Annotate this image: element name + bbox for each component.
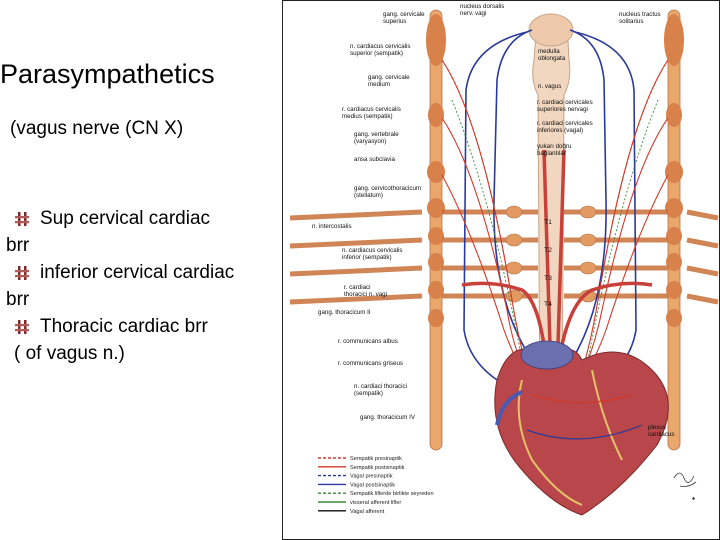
label-nucleus-dorsalis-2: nerv. vagi (460, 10, 487, 17)
legend-label: Sempatik liflerde birlikte seyreden (350, 491, 434, 498)
bullet-list (6, 205, 288, 367)
label-n-cardiacus-sup: n. cardiacus cervicalis (350, 43, 411, 50)
label-gang-cervicale-medium-2: medium (368, 81, 391, 88)
heart (495, 341, 669, 515)
legend-label: Sempatik postsinaptik (350, 464, 405, 471)
label-gang-vertebrale: gang. vertebrale (354, 131, 399, 138)
legend (318, 456, 434, 515)
label-yukari-2: bağlantılar (537, 150, 566, 157)
bullet-item (6, 205, 288, 232)
label-medulla: medulla (538, 48, 560, 55)
legend-label: Sempatik presinaptik (350, 456, 402, 462)
slide-subtitle: (vagus nerve (CN X) (10, 118, 184, 139)
label-r-cardiaci-inf-2: inferiores (vagal) (537, 127, 584, 134)
label-ansa-subclavia: ansa subclavia (354, 156, 395, 163)
label-n-intercostalis: n. intercostalis (312, 223, 352, 230)
legend-label: Vagal postsinaptik (350, 482, 395, 489)
label-gang-vertebrale-2: (varyasyon) (354, 138, 387, 145)
sympathetic-trunk-left (426, 10, 446, 450)
label-n-cardiacus-inf-2: inferior (sempatik) (342, 254, 392, 261)
label-gang-cervicale-medium: gang. cervicale (368, 74, 410, 81)
label-gang-cervicothoracicum-2: (stellatum) (354, 192, 383, 199)
label-r-communicans-griseus: r. communicans griseus (338, 360, 403, 367)
anatomy-illustration (282, 0, 720, 540)
label-n-cardiacus-inf: n. cardiacus cervicalis (342, 247, 403, 254)
label-t3: T3 (544, 275, 552, 282)
label-gang-cervicale-superius: gang. cervicale (383, 11, 425, 18)
bullet-item (6, 313, 288, 340)
label-r-cardiaci-sup: r. cardiaci cervicales (537, 99, 593, 106)
label-n-cardiaci-thoracici-2: (sempatik) (354, 390, 383, 397)
label-nucleus-tractus-2: solitarius (619, 18, 644, 25)
label-plexus-cardiacus: plexus (648, 424, 666, 431)
label-plexus-cardiacus-2: cardiacus (648, 431, 675, 438)
bullet-text: inferior cervical cardiac (40, 262, 235, 283)
pin-bullet-icon (12, 318, 32, 336)
label-n-vagus: n. vagus (538, 83, 562, 90)
label-gang-thoracicum-IV: gang. thoracicum IV (360, 414, 416, 421)
bullet-continuation: brr (6, 289, 30, 310)
label-r-cardiaci-thoracici: r. cardiaci (344, 284, 371, 291)
label-nucleus-tractus: nucleus tractus (619, 11, 661, 18)
label-yukari: yukarı doğru (537, 143, 572, 150)
label-r-cardiacus-medius-2: medius (sempatik) (342, 113, 393, 120)
label-gang-thoracicum-II: gang. thoracicum II (318, 309, 371, 316)
bullet-item (6, 259, 288, 286)
label-t4: T4 (544, 301, 552, 308)
sympathetic-trunk-right (664, 10, 684, 450)
legend-label: Vagal afferent (350, 508, 385, 515)
label-r-communicans-albus: r. communicans albus (338, 338, 398, 345)
label-r-cardiaci-sup-2: superiores nervagi (537, 106, 588, 113)
slide-title: Parasympathetics (0, 59, 215, 89)
pin-bullet-icon (12, 210, 32, 228)
label-n-cardiaci-thoracici: n. cardiaci thoracici (354, 383, 407, 390)
label-medulla-2: oblongata (538, 55, 566, 62)
label-gang-cervicale-superius-2: superius (383, 18, 407, 25)
artist-signature (674, 473, 696, 502)
label-n-cardiacus-sup-2: superior (sempatik) (350, 50, 403, 57)
bullet-text: Thoracic cardiac brr (40, 316, 208, 337)
anatomy-figure (282, 0, 720, 540)
svg-text:♠: ♠ (692, 496, 695, 502)
label-t2: T2 (544, 247, 552, 254)
label-nucleus-dorsalis: nucleus dorsalis (460, 3, 505, 10)
bullet-continuation: brr (6, 235, 30, 256)
label-t1: T1 (544, 219, 552, 226)
legend-label: visseral afferent lifler (350, 500, 402, 506)
label-r-cardiaci-inf: r. cardiaci cervicales (537, 120, 593, 127)
label-r-cardiaci-thoracici-2: thoracici n. vagi (344, 291, 387, 298)
label-r-cardiacus-medius: r. cardiacus cervicalis (342, 106, 401, 113)
bullet-text: Sup cervical cardiac (40, 208, 211, 229)
legend-label: Vagal presinaptik (350, 473, 393, 480)
label-gang-cervicothoracicum: gang. cervicothoracicum (354, 185, 422, 192)
pin-bullet-icon (12, 264, 32, 282)
bullet-continuation: ( of vagus n.) (14, 343, 125, 364)
